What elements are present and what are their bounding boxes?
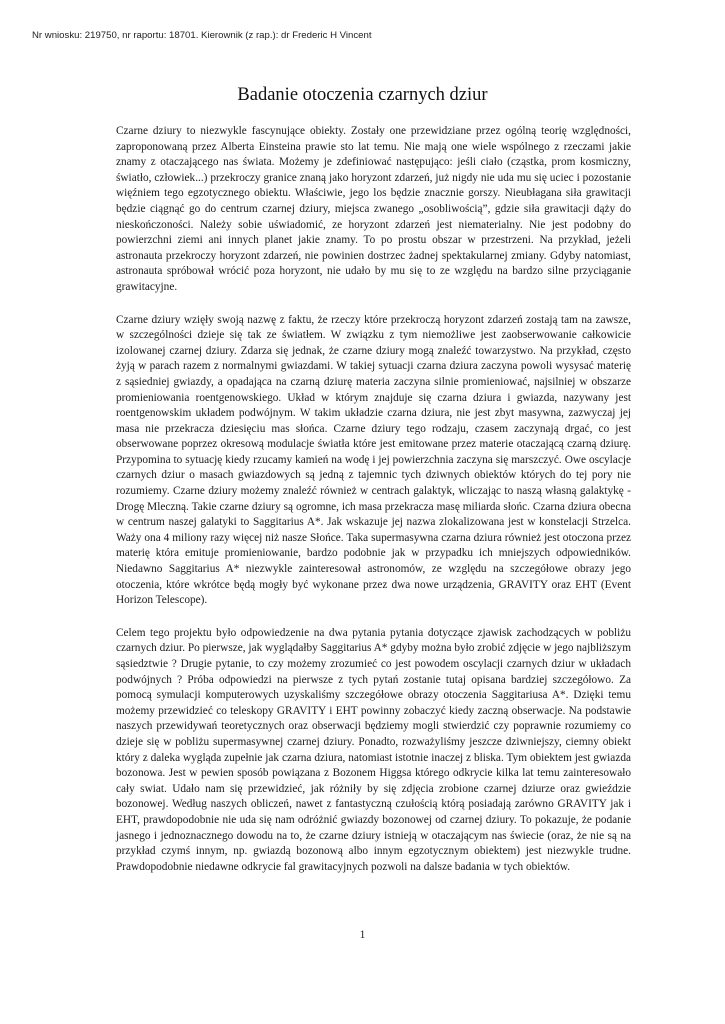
paragraph-2: Czarne dziury wzięły swoją nazwę z faktu, że rzeczy które przekroczą horyzont zdarzeń zostają tam na zawsze, w szczególności dzieje się tak ze światłem. W związku z tym niemożliwe jest zaobserwowanie całkowicie izolowanej czarnej dziury. Zdarza się jednak, że czarne dziury mogą znaleźć towarzystwo. Na przykład, często żyją w parach razem z normalnymi gwiazdami. W takiej sytuacji czarna dziura zaczyna powoli wysysać materię z sąsiedniej gwiazdy, a opadająca na czarną dziurę materia zaczyna silnie promieniować, najsilniej w obszarze promieniowania roentgenowskiego. Układ w którym znajduje się czarna dziura i gwiazda, nazywany jest roentgenowskim układem podwójnym. W takim układzie czarna dziura, nie jest zbyt masywna, zazwyczaj jej masa nie przekracza dziesięciu mas słońca. Czarne dziury tego rodzaju, czasem zaczynają drgać, co jest obserwowane poprzez okresową modulacje światła które jest emitowane przez materie otaczającą czarną dziurę. Przypomina to sytuację kiedy rzucamy kamień na wodę i jej powierzchnia zaczyna się marszczyć. Owe oscylacje czarnych dziur o masach gwiazdowych są jedną z tajemnic tych dziwnych obiektów których do tej pory nie rozumiemy. Czarne dziury możemy znaleźć również w centrach galaktyk, wliczając to naszą własną galaktykę - Drogę Mleczną. Takie czarne dziury są ogromne, ich masa przekracza masę miliarda słońc. Czarna dziura obecna w centrum naszej galatyki to Saggitarius A*. Jak wskazuje jej nazwa zlokalizowana jest w konstelacji Strzelca. Waży ona 4 miliony razy więcej niż nasze Słońce. Taka supermasywna czarna dziura również jest otoczona przez materię która emituje promieniowanie, bardzo podobnie jak w przypadku ich mniejszych odpowiedników. Niedawno Saggitarius A* niezwykle zainteresował astronomów, ze względu na szczegółowe obrazy jego otoczenia, które wkrótce będą mogły być wykonane przez dwa nowe urządzenia, GRAVITY oraz EHT (Event Horizon Telescope). [116,313,631,607]
report-header: Nr wniosku: 219750, nr raportu: 18701. Kierownik (z rap.): dr Frederic H Vincent [32,30,372,41]
document-title: Badanie otoczenia czarnych dziur [237,85,488,105]
paragraph-3: Celem tego projektu było odpowiedzenie na dwa pytania pytania dotyczące zjawisk zachodzących w pobliżu czarnych dziur. Po pierwsze, jak wyglądałby Saggitarius A* gdyby można było zrobić zdjęcie w jego najbliższym sąsiedztwie ? Drugie pytanie, to czy możemy zrozumieć co jest powodem oscylacji czarnych dziur w układach podwójnych ? Próba odpowiedzi na pierwsze z tych pytań zostanie tutaj opisana bardziej szczegółowo. Za pomocą symulacji komputerowych uzyskaliśmy szczegółowe obrazy otoczenia Saggitariusa A*. Dzięki temu możemy przewidzieć co teleskopy GRAVITY i EHT powinny zobaczyć kiedy zaczną obserwacje. Na podstawie naszych przewidywań teoretycznych oraz obserwacji będziemy mogli stwierdzić czy poprawnie rozumiemy co dzieje się w pobliżu supermasywnej czarnej dziury. Ponadto, rozważyliśmy jeszcze dziwniejszy, ciemny obiekt który z daleka wygląda zupełnie jak czarna dziura, natomiast istotnie inaczej z bliska. Tym obiektem jest gwiazda bozonowa. Jest w pewien sposób powiązana z Bozonem Higgsa którego odkrycie kilka lat temu zainteresowało cały swiat. Udało nam się przewidzieć, jak różniły by się zdjęcia zrobione czarnej dziurze oraz gwieździe bozonowej. Według naszych obliczeń, nawet z fantastyczną czułością którą posiadają zarówno GRAVITY jak i EHT, prawdopodobnie nie uda się nam odróżnić gwiazdy bozonowej od czarnej dziury. To pokazuje, że podanie jasnego i jednoznacznego dowodu na to, że czarne dziury istnieją w otaczającym nas świecie (oraz, że nie są na przykład czymś innym, np. gwiazdą bozonową albo innym egzotycznym obiektem) jest niezwykle trudne. Prawdopodobnie niedawne odkrycie fal grawitacyjnych pozwoli na dalsze badania w tych obiektów. [116,626,631,873]
page-number: 1 [359,929,366,941]
paragraph-1: Czarne dziury to niezwykle fascynujące obiekty. Zostały one przewidziane przez ogólną teorię względności, zaproponowaną przez Alberta Einsteina prawie sto lat temu. Nie mają one wiele wspólnego z rzeczami jakie znamy z otaczającego nas świata. Możemy je zdefiniować następująco: jeśli ciało (cząstka, prom kosmiczny, światło, człowiek...) przekroczy granice znaną jako horyzont zdarzeń, już nigdy nie uda mu się uciec i pozostanie więźniem tego egzotycznego obiektu. Właściwie, jego los będzie znacznie gorszy. Nieubłagana siła grawitacji będzie ciągnąć go do centrum czarnej dziury, miejsca zwanego „osobliwością”, gdzie siła grawitacji dąży do nieskończoności. Należy sobie uświadomić, ze horyzont zdarzeń jest niematerialny. Nie jest podobny do powierzchni ziemi ani innych planet jakie znamy. To po prostu obszar w przestrzeni. Na przykład, jeżeli astronauta przekroczy horyzont zdarzeń, nie powinien dostrzec żadnej spektakularnej zmiany. Gdyby natomiast, astronauta spróbował wrócić poza horyzont, nie udało by mu się to ze względu na bardzo silne przyciąganie grawitacyjne. [116,125,631,293]
document-body [116,124,631,892]
